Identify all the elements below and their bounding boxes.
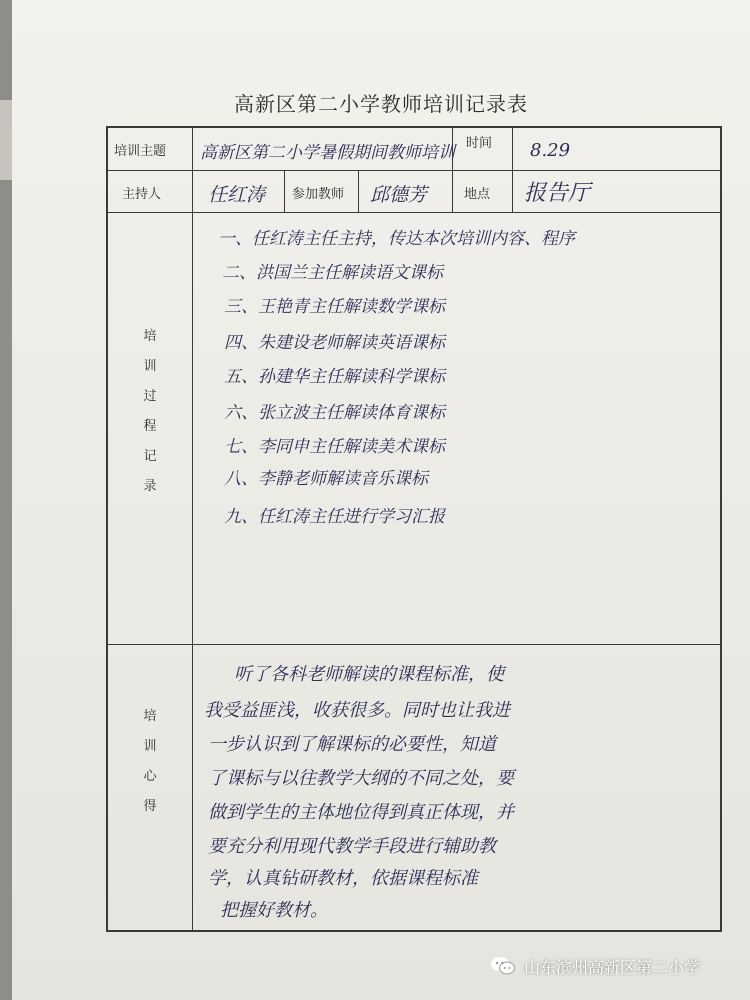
participants-label-divider — [284, 170, 285, 212]
process-line: 七、李同申主任解读美术课标 — [224, 437, 445, 457]
process-section-label: 培 训 过 程 记 录 — [143, 329, 157, 494]
table-border-left — [106, 126, 108, 932]
process-line: 二、洪国兰主任解读语文课标 — [222, 263, 443, 283]
participants-label: 参加教师 — [292, 187, 345, 202]
host-label: 主持人 — [122, 187, 162, 202]
process-line: 五、孙建华主任解读科学课标 — [224, 367, 445, 387]
form-title: 高新区第二小学教师培训记录表 — [234, 92, 528, 116]
process-line: 三、王艳青主任解读数学课标 — [224, 297, 445, 317]
host-value: 任红涛 — [208, 184, 266, 206]
location-label: 地点 — [464, 187, 491, 202]
reflection-line: 要充分利用现代教学手段进行辅助教 — [208, 836, 496, 857]
topic-label: 培训主题 — [114, 144, 167, 159]
participants-value-divider — [358, 170, 359, 212]
reflection-line: 做到学生的主体地位得到真正体现，并 — [208, 802, 514, 823]
table-border-right — [720, 126, 722, 932]
table-row-divider — [106, 212, 722, 213]
time-label: 时间 — [466, 136, 493, 151]
time-value-divider — [512, 126, 513, 170]
time-value: 8.29 — [530, 140, 571, 161]
process-line: 八、李静老师解读音乐课标 — [224, 469, 428, 489]
reflection-line: 把握好教材。 — [220, 900, 328, 921]
reflection-line: 听了各科老师解读的课程标准，使 — [234, 664, 504, 685]
topic-value: 高新区第二小学暑假期间教师培训 — [200, 143, 455, 163]
table-row-divider — [106, 644, 722, 645]
label-column-divider — [192, 126, 193, 932]
table-row-divider — [106, 170, 722, 171]
watermark — [490, 948, 700, 984]
location-value-divider — [512, 170, 513, 212]
process-line: 六、张立波主任解读体育课标 — [224, 403, 445, 423]
process-line: 九、任红涛主任进行学习汇报 — [224, 507, 445, 527]
table-border-top — [106, 126, 722, 128]
reflection-line: 了课标与以往教学大纲的不同之处，要 — [208, 768, 514, 789]
location-value: 报告厅 — [524, 181, 591, 206]
watermark-text: 山东滨州高新区第二小学 — [524, 957, 701, 977]
paper-sheet — [12, 0, 750, 1000]
reflection-section-label: 培 训 心 得 — [143, 709, 157, 814]
process-line: 一、任红涛主任主持，传达本次培训内容、程序 — [218, 229, 575, 249]
reflection-line: 一步认识到了解课标的必要性，知道 — [208, 734, 496, 755]
table-border-bottom — [106, 930, 722, 932]
participants-value: 邱德芳 — [370, 184, 428, 206]
process-line: 四、朱建设老师解读英语课标 — [224, 333, 445, 353]
reflection-line: 学，认真钻研教材，依据课程标准 — [208, 868, 478, 889]
wechat-bubble-icon — [490, 955, 516, 977]
reflection-line: 我受益匪浅，收获很多。同时也让我进 — [204, 700, 510, 721]
